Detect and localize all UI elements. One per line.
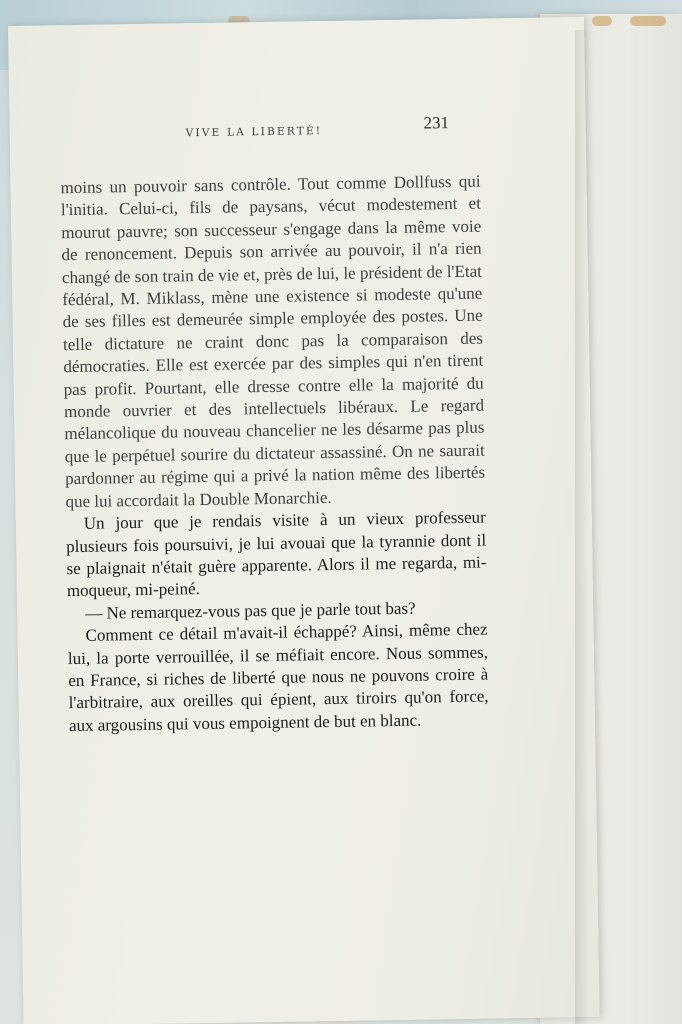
paragraph: Comment ce détail m'avait-il échappé? Ainsi, même chez lui, la porte verrouillée, il se méfiait encore. Nous sommes, en France, si riches de liberté que nous ne pouvons croire à l'arbitraire, aux oreilles qui épient, aux tiroirs qu'on force, aux argousins qui vous empoignent de but en blanc. bbox=[67, 619, 489, 735]
page-edge-shadow bbox=[575, 30, 589, 1024]
paper-stain bbox=[630, 16, 666, 26]
body-text bbox=[60, 171, 489, 738]
running-head: VIVE LA LIBERTÉ! bbox=[185, 125, 323, 140]
paragraph: — Ne remarquez-vous pas que je parle tout bas? bbox=[85, 598, 416, 623]
paper-stain bbox=[592, 16, 612, 26]
paragraph: moins un pouvoir sans contrôle. Tout comme Dollfuss qui l'initia. Celui-ci, fils de paysans, vécut modestement et mourut pauvre; son successeur s'engage dans la même voie de renoncement. Depuis son arrivée au pouvoir, il n'a rien changé de son train de vie et, près de lui, le président de l'Etat fédéral, M. Miklass, mène une existence si modeste qu'une de ses filles est demeurée simple employée des postes. Une telle dictature ne craint donc pas la comparaison des démocraties. Elle est exercée par des simples qui n'en tirent pas profit. Pourtant, elle dresse contre elle la majorité du monde ouvrier et des intellectuels libéraux. Le regard mélancolique du nouveau chancelier ne les désarme pas plus que le perpétuel sourire du dictateur assassiné. On ne saurait pardonner au régime qui a privé la nation même des libertés que lui accordait la Double Monarchie. bbox=[60, 171, 486, 511]
paragraph: Un jour que je rendais visite à un vieux professeur plusieurs fois poursuivi, je lui avouai que la tyrannie dont il se plaignait n'était guère apparente. Alors il me regarda, mi-moqueur, mi-peiné. bbox=[66, 507, 487, 601]
page-number: 231 bbox=[423, 113, 450, 133]
book-page bbox=[8, 17, 600, 1024]
